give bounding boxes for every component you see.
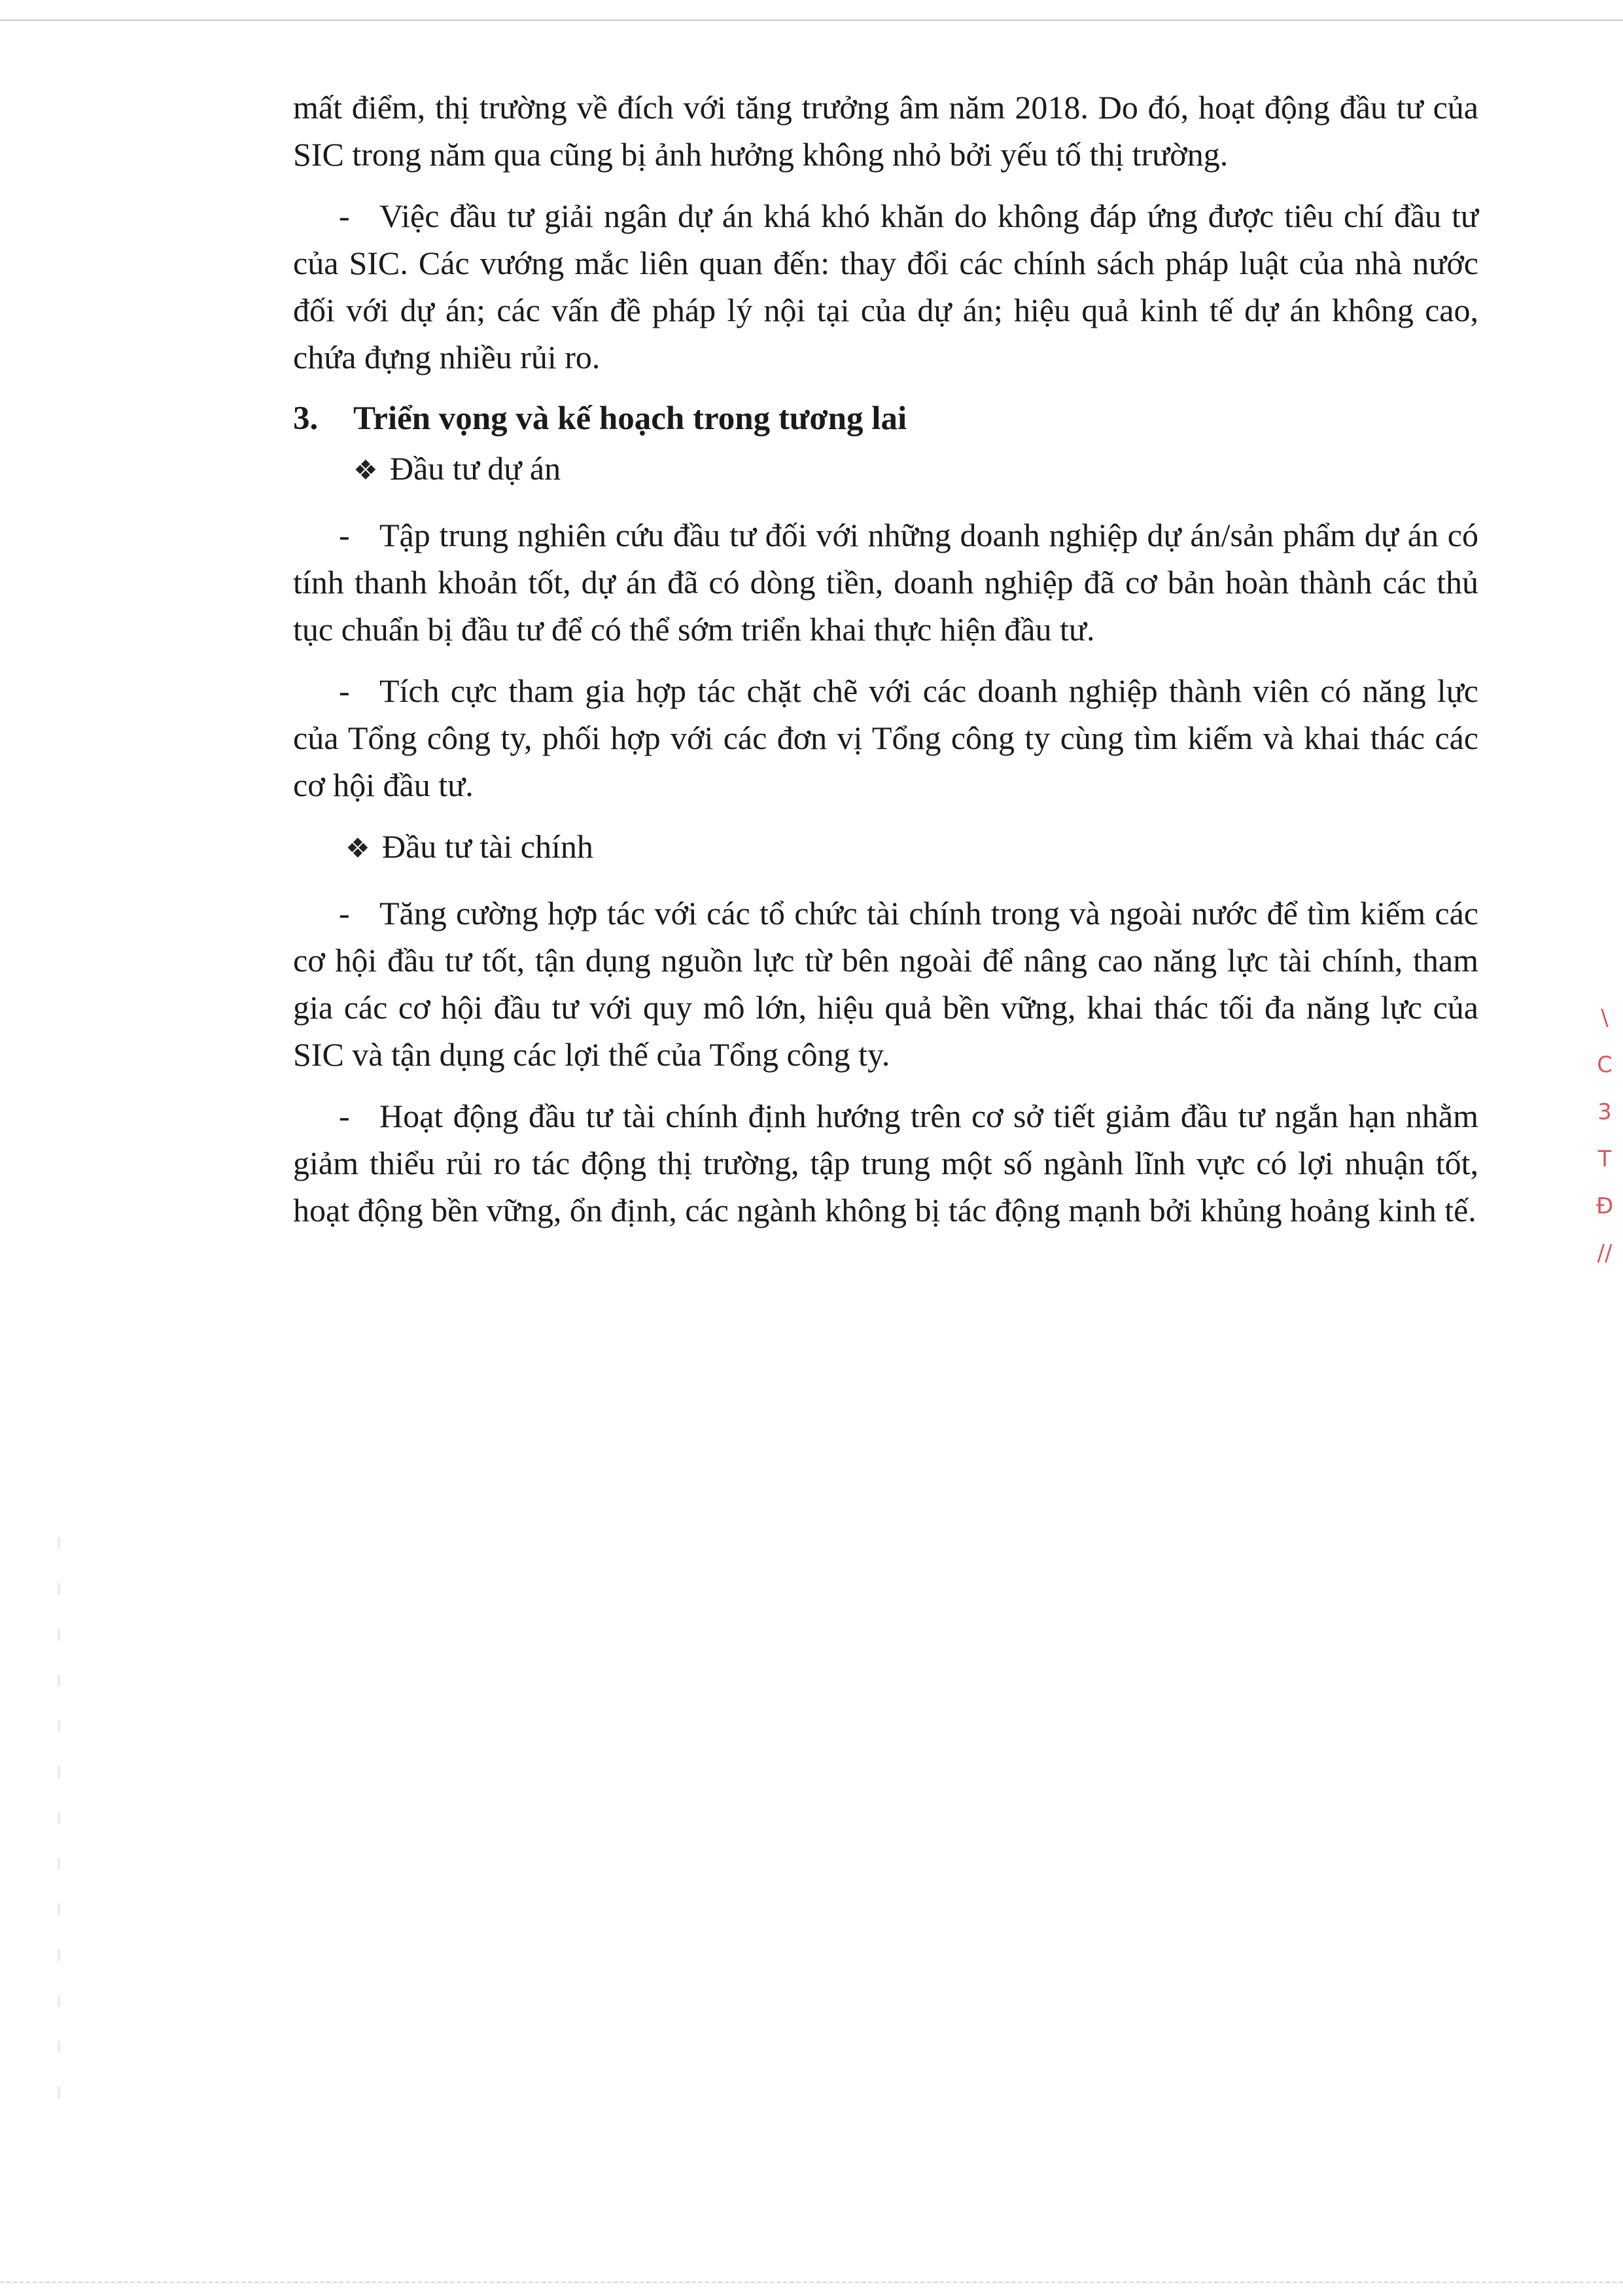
section-number: 3. xyxy=(293,400,319,437)
list-item-text: Hoạt động đầu tư tài chính định hướng trên cơ sở tiết giảm đầu tư ngắn hạn nhằm giảm thiểu rủi ro tác động thị trường, tập trung một số ngành lĩnh vực có lợi nhuận tốt, hoạt động bền vững, ổn định, các ngành không bị tác động mạnh bởi khủng hoảng kinh tế. xyxy=(293,1098,1478,1228)
subsection-title: Đầu tư tài chính xyxy=(382,828,593,865)
stamp-fragment: // xyxy=(1597,1240,1613,1266)
section-heading xyxy=(293,395,1478,442)
list-item xyxy=(293,890,1478,1078)
stamp-fragment: C xyxy=(1597,1052,1613,1078)
section-title: Triển vọng và kế hoạch trong tương lai xyxy=(353,400,907,437)
subsection-heading-project-investment xyxy=(293,445,1478,495)
document-body xyxy=(293,84,1478,1248)
red-seal-stamp-fragment xyxy=(1586,994,1623,1289)
stamp-fragment: T xyxy=(1597,1146,1612,1172)
subsection-heading-financial-investment xyxy=(293,823,1478,873)
list-item-text: Tăng cường hợp tác với các tổ chức tài chính trong và ngoài nước để tìm kiếm các cơ hội đầu tư tốt, tận dụng nguồn lực từ bên ngoài để nâng cao năng lực tài chính, tham gia các cơ hội đầu tư với quy mô lớn, hiệu quả bền vững, khai thác tối đa năng lực của SIC và tận dụng các lợi thế của Tổng công ty. xyxy=(293,895,1478,1073)
stamp-fragment: 3 xyxy=(1597,1099,1612,1125)
stamp-fragment: Đ xyxy=(1596,1193,1614,1219)
dash-marker: - xyxy=(339,895,350,931)
list-item xyxy=(293,1092,1478,1234)
diamond-bullet-icon: ❖ xyxy=(353,456,378,486)
dash-marker: - xyxy=(339,1098,350,1134)
dash-marker: - xyxy=(339,517,350,553)
scan-bottom-edge xyxy=(0,2282,1623,2283)
list-item-text: Tập trung nghiên cứu đầu tư đối với những doanh nghiệp dự án/sản phẩm dự án có tính thanh khoản tốt, dự án đã có dòng tiền, doanh nghiệp đã cơ bản hoàn thành các thủ tục chuẩn bị đầu tư để có thể sớm triển khai thực hiện đầu tư. xyxy=(293,517,1478,648)
paragraph-text: Việc đầu tư giải ngân dự án khá khó khăn do không đáp ứng được tiêu chí đầu tư của SIC. Các vướng mắc liên quan đến: thay đổi các chính sách pháp luật của nhà nước đối với dự án; các vấn đề pháp lý nội tại của dự án; hiệu quả kinh tế dự án không cao, chứa đựng nhiều rủi ro. xyxy=(293,198,1478,375)
paragraph-continuation: mất điểm, thị trường về đích với tăng trưởng âm năm 2018. Do đó, hoạt động đầu tư của SIC trong năm qua cũng bị ảnh hưởng không nhỏ bởi yếu tố thị trường. xyxy=(293,89,1478,173)
scan-top-edge xyxy=(0,20,1623,21)
subsection-title: Đầu tư dự án xyxy=(390,450,561,487)
diamond-bullet-icon: ❖ xyxy=(345,834,370,864)
scan-left-margin-marks xyxy=(58,1537,60,2126)
dash-marker: - xyxy=(339,198,350,234)
list-item xyxy=(293,512,1478,653)
list-item-text: Tích cực tham gia hợp tác chặt chẽ với các doanh nghiệp thành viên có năng lực của Tổng công ty, phối hợp với các đơn vị Tổng công ty cùng tìm kiếm và khai thác các cơ hội đầu tư. xyxy=(293,672,1478,803)
list-item xyxy=(293,667,1478,809)
paragraph-disbursement xyxy=(293,192,1478,381)
stamp-fragment: \ xyxy=(1601,1005,1609,1031)
dash-marker: - xyxy=(339,672,350,709)
